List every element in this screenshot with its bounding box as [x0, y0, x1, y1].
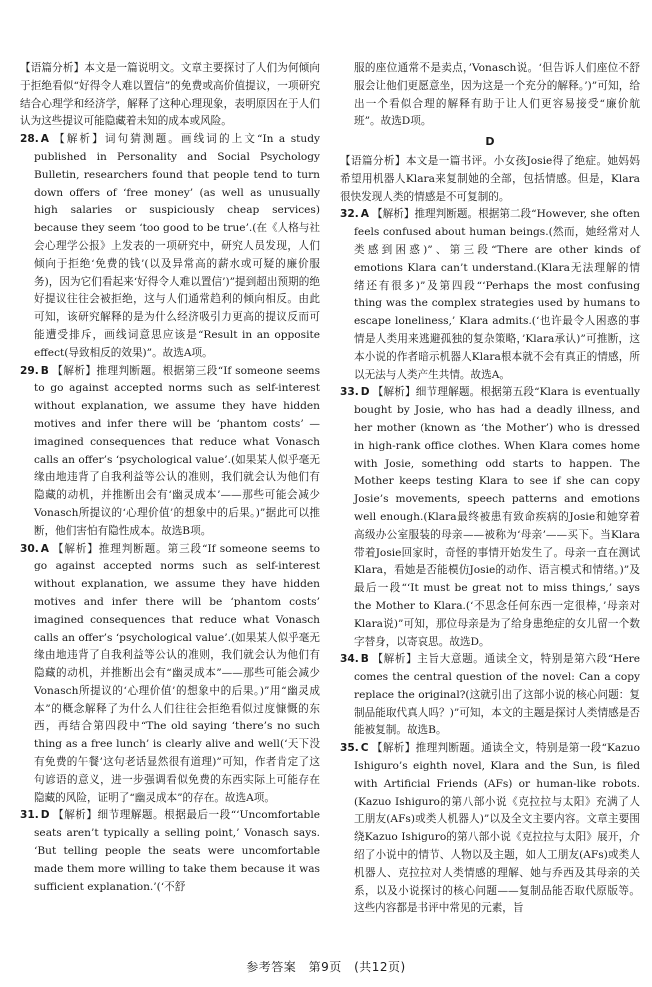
item-number: 33. [340, 386, 359, 399]
footer-page-total: (共12页) [354, 960, 406, 974]
item-explanation: 【解析】推理判断题。根据第二段“However, she often feels confused about human beings.(然而，她经常对人类感到困惑)”、第三段“There are other kinds of emotions Klara can’t understand.(Klara无法理解的情绪还有很多)”及第四段“‘Perhaps the most confusing thing was the complex strategies used by humans to escape loneliness,’ Klara admits.(‘也许最令人困惑的事情是人类用来逃避孤独的复杂策略，’Klara承认)”可推断，这本小说的作者暗示机器人Klara根本就不会有真正的情感，所以无法与人类产生共情。故选A。 [354, 208, 640, 381]
footer-label: 参考答案 [246, 960, 297, 974]
answer-item-32 [340, 206, 640, 384]
item-number: 31. [20, 809, 39, 822]
item-answer: A [360, 208, 369, 221]
item-explanation: 【解析】主旨大意题。通读全文，特别是第六段“Here comes the central question of the novel: Can a copy replace the original?(这就引出了这部小说的核心问题：复制品能取代真人吗？)”可知，本文的主题是探讨人类情感是否能被复制。故选B。 [354, 653, 640, 737]
page-footer [0, 958, 652, 975]
item-answer: A [40, 542, 49, 555]
item-explanation: 【解析】推理判断题。通读全文，特别是第一段“Kazuo Ishiguro’s eighth novel, Klara and the Sun, is filed with Artificial Friends (AFs) or human-like robots.(Kazuo Ishiguro的第八部小说《克拉拉与太阳》充满了人工朋友(AFs)或类人机器人)”以及全文主要内容。文章主要围绕Kazuo Ishiguro的第八部小说《克拉拉与太阳》展开，介绍了小说中的情节、人物以及主题，如人工朋友(AFs)或类人机器人、克拉拉对人类情感的理解、她与乔西及其母亲的关系，以及小说探讨的核心问题——复制品能否取代原版等。这些内容都是书评中常见的元素，旨 [354, 742, 640, 915]
footer-page-number: 第9页 [308, 960, 342, 974]
answer-item-33 [340, 384, 640, 651]
continuation-text: 服的座位通常不是卖点，’Vonasch说。‘但告诉人们座位不舒服会让他们更愿意坐，因为这是一个充分的解释。’)”可知，给出一个看似合理的解释有助于让人们更容易接受“廉价航班”。故选D项。 [354, 62, 640, 128]
item-number: 30. [20, 542, 39, 555]
item-explanation: 【解析】推理判断题。第三段“If someone seems to go against accepted norms such as self-interest without explanation, we assume they have hidden motives and infer there will be ‘phantom costs’ imagined consequences that reduce what Vonasch calls an offer’s ‘psychological value’.(如果某人似乎毫无缘由地违背了自我利益等公认的准则，我们就会认为他们有隐藏的动机，并推断出会有“幽灵成本”——那些可能会减少Vonasch所提议的‘心理价值’的想象中的后果。)”用“幽灵成本”的概念解释了为什么人们往往会拒绝看似过度慷慨的东西，再结合第四段中“The old saying ‘there’s no such thing as a free lunch’ is clearly alive and well(‘天下没有免费的午餐’这句老话显然很有道理)”可知，作者肯定了这句谚语的意义，进一步强调看似免费的东西实际上可能存在隐藏的风险，证明了“幽灵成本”的存在。故选A项。 [34, 542, 320, 804]
item-explanation: 【解析】细节理解题。根据最后一段“‘Uncomfortable seats aren’t typically a selling point,’ Vonasch says. ‘But telling people the seats were uncomfortable made them more willing to take them because it was sufficient explanation.’(‘不舒 [34, 809, 320, 893]
answer-item-28 [20, 131, 320, 362]
item-number: 32. [340, 208, 359, 221]
analysis-intro: 【语篇分析】本文是一篇书评。小女孩Josie得了绝症。她妈妈希望用机器人Klara来复制她的全部，包括情感。但是，Klara很快发现人类的情感是不可复制的。 [340, 154, 640, 203]
analysis-intro: 【语篇分析】本文是一篇说明文。文章主要探讨了人们为何倾向于拒绝看似“好得令人难以置信”的免费或高价值提议，一项研究结合心理学和经济学，解释了这种心理现象，表明原因在于人们认为这些提议可能隐藏着未知的成本或风险。 [20, 62, 320, 128]
item-answer: D [360, 386, 370, 399]
left-column [20, 60, 320, 896]
item-answer: B [40, 364, 49, 377]
answer-item-31 [20, 807, 320, 896]
item-number: 29. [20, 364, 39, 377]
item-answer: D [40, 809, 50, 822]
item-number: 28. [20, 133, 39, 146]
right-column [340, 60, 640, 918]
answer-item-35 [340, 740, 640, 918]
item-explanation: 【解析】词句猜测题。画线词的上文“In a study published in Personality and Social Psychology Bulletin, researchers found that people tend to turn down offers of ‘free money’ (as well as unusually high salaries or suspiciously cheap services) because they seem ‘too good to be true’.(在《人格与社会心理学公报》上发表的一项研究中，研究人员发现，人们倾向于拒绝‘免费的钱’(以及异常高的薪水或可疑的廉价服务)，因为它们看起来‘好得令人难以置信’)”提到超出预期的绝好提议往往会被拒绝，这与人们通常趋利的倾向相反。由此可知，该研究解释的是为什么经济吸引力更高的提议反而可能遭受排斥，画线词意思应该是“Result in an opposite effect(导致相反的效果)”。故选A项。 [34, 133, 320, 359]
item-answer: B [360, 653, 369, 666]
item-number: 35. [340, 742, 359, 755]
item-number: 34. [340, 653, 359, 666]
item-explanation: 【解析】细节理解题。根据第五段“Klara is eventually bought by Josie, who has had a deadly illness, and her mother (known as ‘the Mother’) who is dressed in high-rank office clothes. When Klara comes home with Josie, something odd starts to happen. The Mother keeps testing Klara to see if she can copy Josie’s movements, speech patterns and emotions well enough.(Klara最终被患有致命疾病的Josie和她穿着高级办公室服装的母亲——被称为‘母亲’——买下。当Klara带着Josie回家时，奇怪的事情开始发生了。母亲一直在测试Klara，看她是否能模仿Josie的动作、语言模式和情绪。)”及最后一段“‘It must be great not to miss things,’ says the Mother to Klara.(‘不思念任何东西一定很棒，’母亲对Klara说)”可知，那位母亲是为了给身患绝症的女儿留一个数字替身，以寄哀思。故选D。 [354, 386, 640, 648]
section-heading: D [485, 135, 495, 149]
item-answer: A [40, 133, 49, 146]
item-answer: C [360, 742, 369, 755]
answer-item-29 [20, 363, 320, 541]
answer-item-30 [20, 541, 320, 808]
item-explanation: 【解析】推理判断题。根据第三段“If someone seems to go against accepted norms such as self-interest without explanation, we assume they have hidden motives and infer there will be ‘phantom costs’ — imagined consequences that reduce what Vonasch calls an offer’s ‘psychological value’.(如果某人似乎毫无缘由地违背了自我利益等公认的准则，我们就会认为他们有隐藏的动机，并推断出会有‘幽灵成本’——那些可能会减少Vonasch所提议的‘心理价值’的想象中的后果。)”据此可以推断，他们害怕有隐性成本。故选B项。 [34, 364, 320, 537]
answer-item-34 [340, 651, 640, 740]
